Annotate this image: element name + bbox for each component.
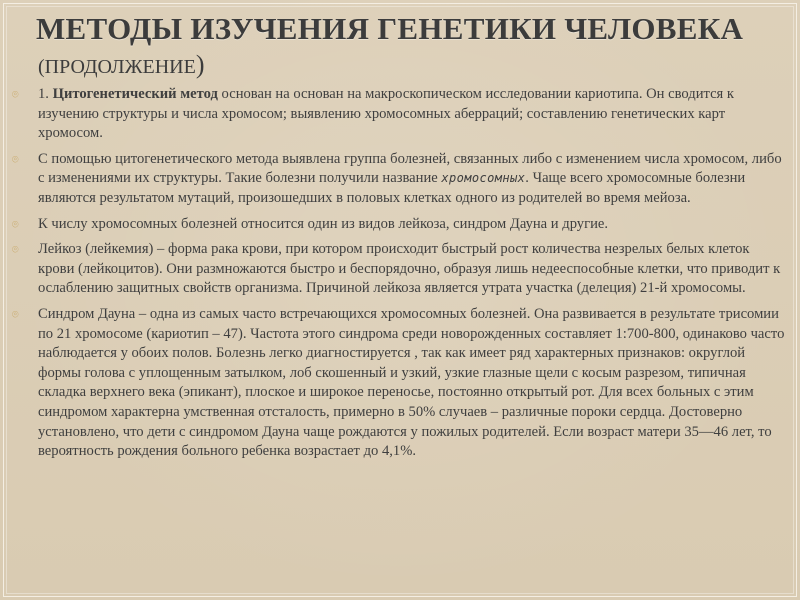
paragraph-text: С помощью цитогенетического метода выявлена группа болезней, связанных либо с изменением числа хромосом, либо с изменениями их структуры. Такие болезни получили название bbox=[38, 150, 782, 187]
paragraph-down-syndrome bbox=[10, 305, 788, 462]
bullet-icon: ⌾ bbox=[12, 88, 19, 101]
bullet-icon: ⌾ bbox=[12, 217, 19, 231]
paragraph-text: основан на основан на макроскопическом исследовании кариотипа. Он сводится к изучению структуры и числа хромосом; выявлению хромосомных аберраций; составлению генетических карт хромосом. bbox=[38, 86, 734, 142]
bullet-icon: ⌾ bbox=[12, 243, 19, 257]
paragraph-text: Синдром Дауна – одна из самых часто встречающихся хромосомных болезней. Она развивается в результате трисомии по 21 хромосоме (кариотип – 47). Частота этого синдрома среди новорожденных составляет 1:700-800, одинаково часто наблюдается у обоих полов. Болезнь легко диагностируется , так как имеет ряд характерных признаков: округлой формы голова с уплощенным затылком, лоб скошенный и узкий, узкие глазные щели с косым разрезом, типичная складка верхнего века (эпикант), плоское и широкое переносье, постоянно открытый рот. Для всех больных с этим синдромом характерна умственная отсталость, примерно в 50% случаев – различные пороки сердца. Достоверно установлено, что дети с синдромом Дауна чаще рождаются у пожилых родителей. Если возраст матери 35—46 лет, то вероятность рождения больного ребенка возрастает до 4,1%. bbox=[38, 305, 785, 460]
slide-body bbox=[10, 85, 788, 468]
bullet-icon: ⌾ bbox=[12, 152, 19, 166]
paragraph-number: 1. bbox=[38, 86, 53, 102]
paragraph-text: К числу хромосомных болезней относится один из видов лейкоза, синдром Дауна и другие. bbox=[38, 215, 609, 232]
paragraph-chromosomal-diseases bbox=[10, 150, 788, 209]
slide-title: МЕТОДЫ ИЗУЧЕНИЯ ГЕНЕТИКИ ЧЕЛОВЕКА bbox=[36, 11, 744, 46]
slide-subtitle bbox=[38, 50, 204, 80]
paragraph-leukemia bbox=[10, 240, 788, 299]
subtitle-close-paren: ) bbox=[195, 50, 205, 79]
paragraph-text: Лейкоз (лейкемия) – форма рака крови, при котором происходит быстрый рост количества незрелых белых клеток крови (лейкоцитов). Они размножаются быстро и беспорядочно, образуя лишь недееспособные клетки, что приводит к ослаблению защитных свойств организма. Причиной лейкоза является утрата участка (делеция) 21-й хромосомы. bbox=[38, 241, 781, 297]
paragraph-cytogenetic-method bbox=[10, 85, 788, 144]
paragraph-text-continued: . Чаще всего хромосомные болезни являются результатом мутаций, произошедших в половых клетках одного из родителей во время мейоза. bbox=[38, 170, 746, 206]
method-name: Цитогенетический метод bbox=[52, 86, 218, 102]
bullet-icon: ⌾ bbox=[12, 307, 19, 321]
term-chromosomal: хромосомных bbox=[441, 171, 526, 186]
subtitle-text: (ПРОДОЛЖЕНИЕ bbox=[38, 56, 196, 78]
paragraph-examples bbox=[10, 215, 788, 235]
